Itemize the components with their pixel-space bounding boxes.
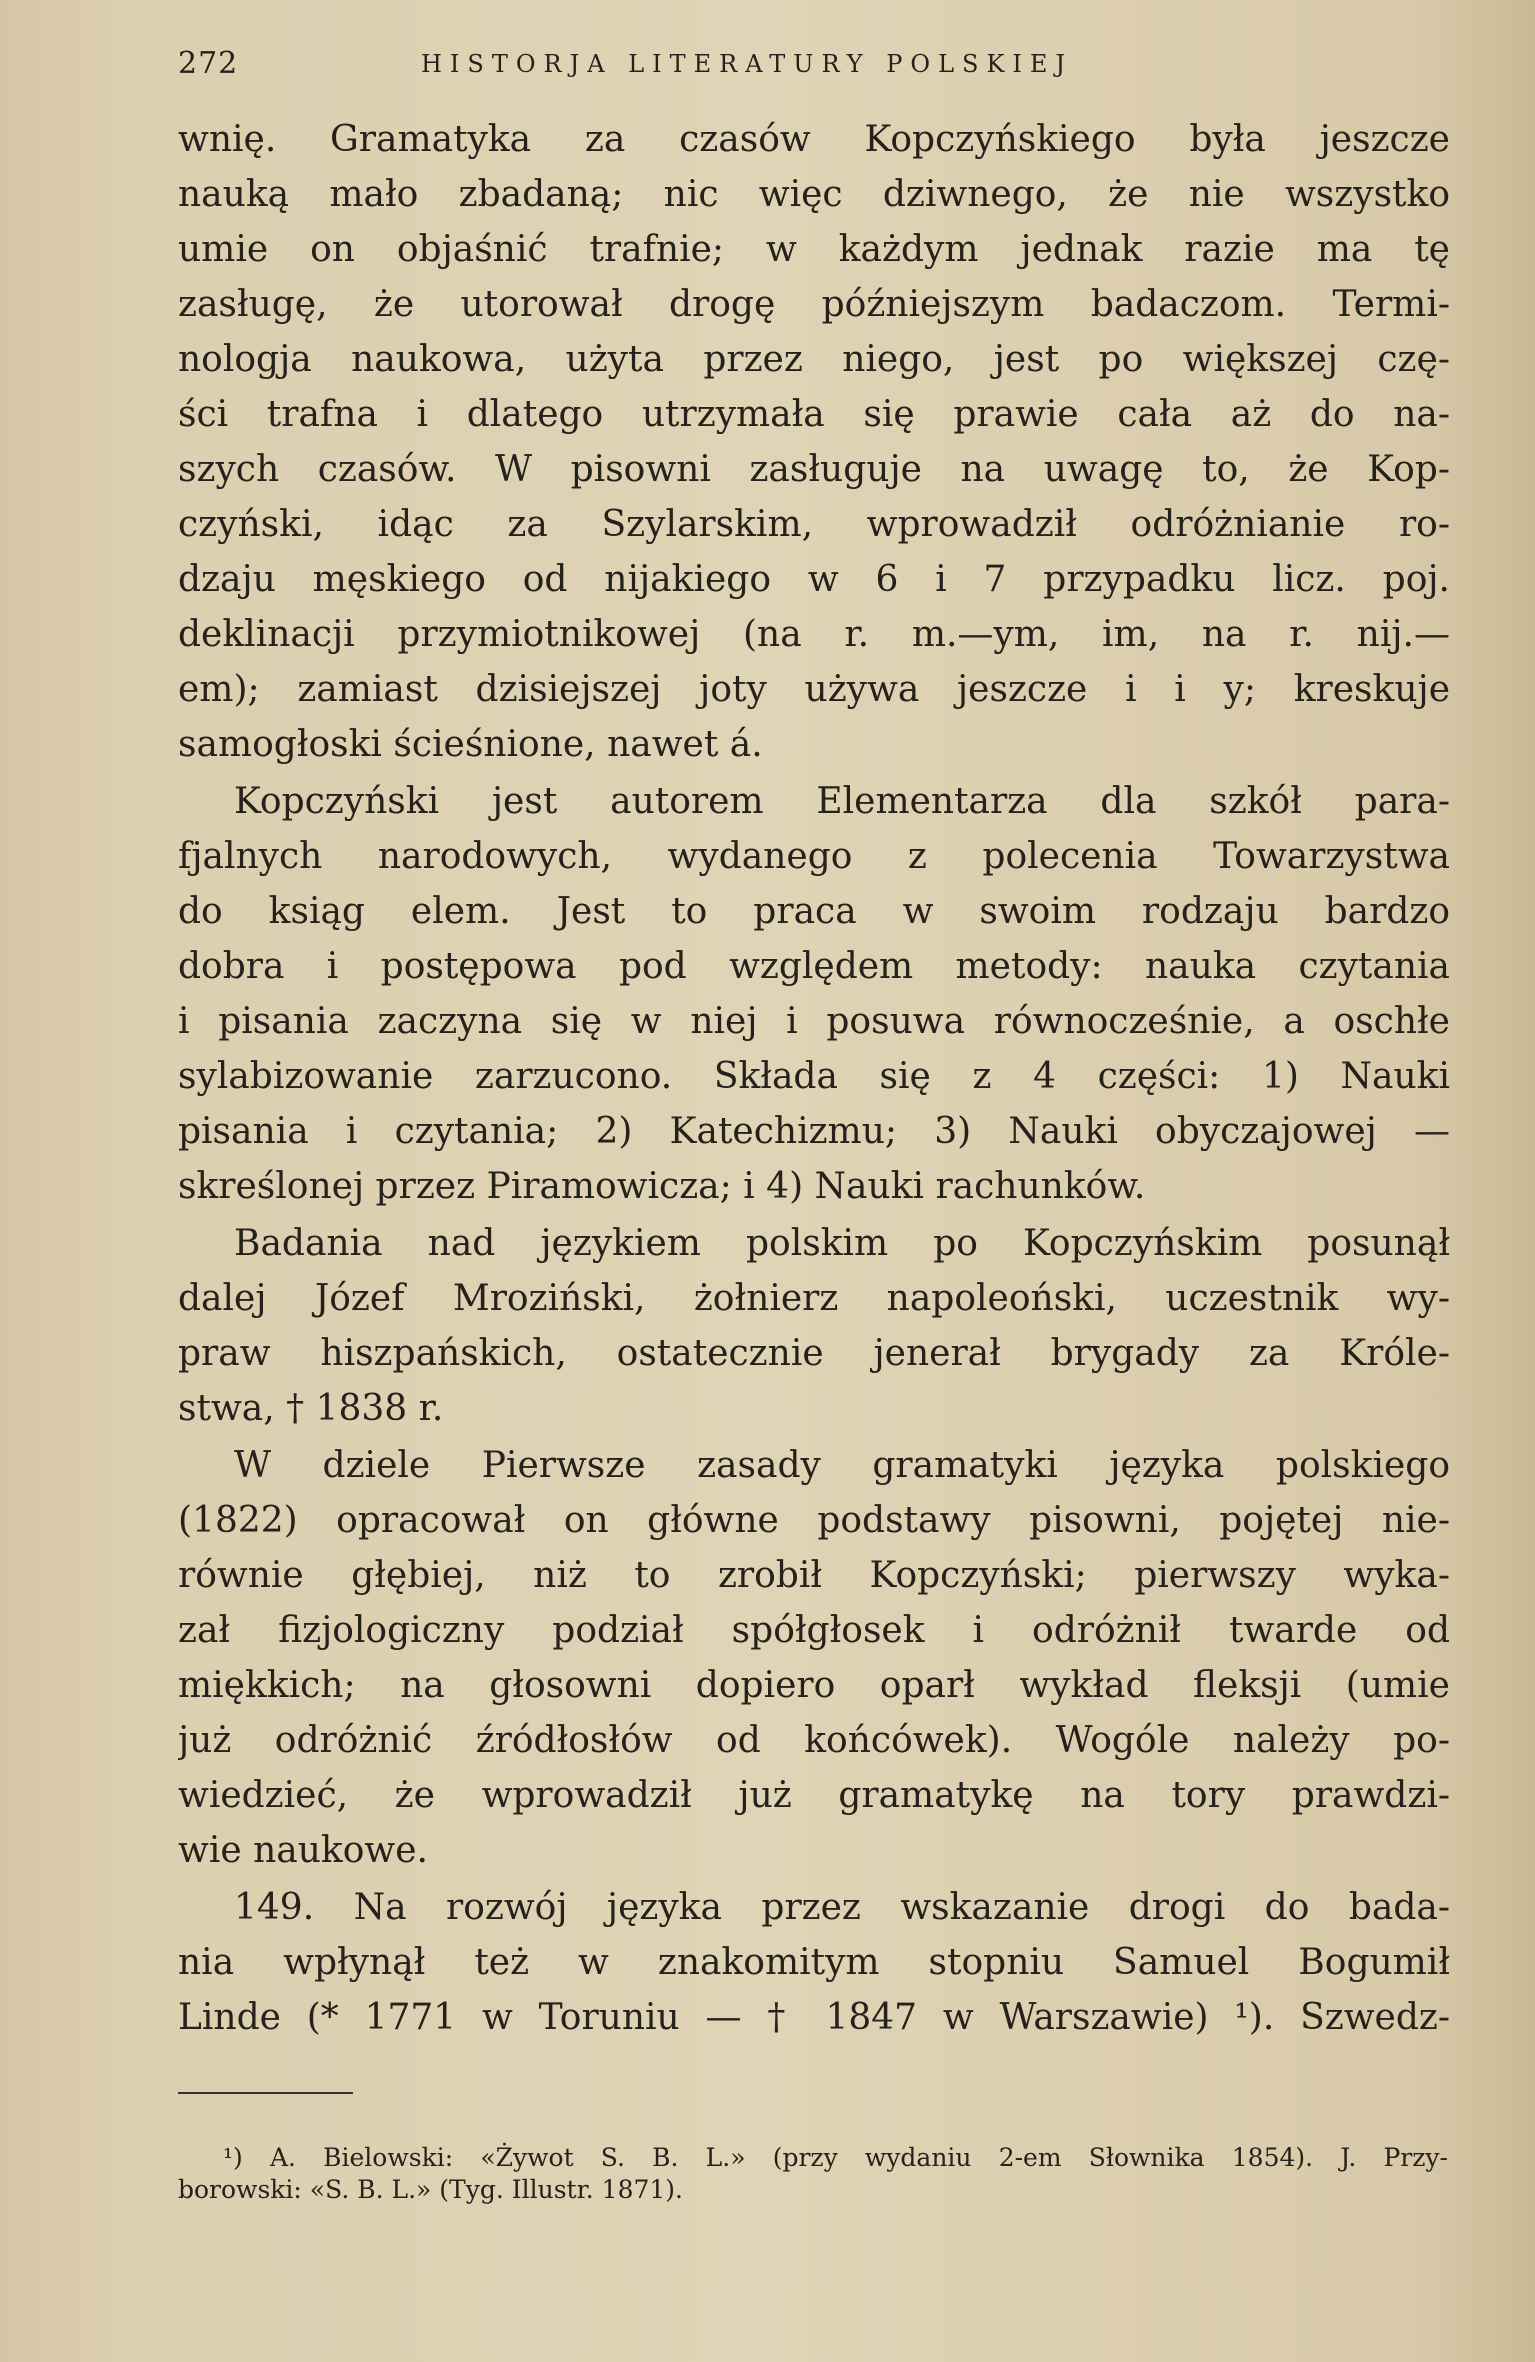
text-line: skreślonej przez Piramowicza; i 4) Nauki rachunków. [178,1166,1146,1207]
text-line: już odróżnić źródłosłów od końcówek). Wogóle należy po- [178,1720,1450,1761]
text-line: nauką mało zbadaną; nic więc dziwnego, że nie wszystko [178,174,1450,215]
text-line: Badania nad językiem polskim po Kopczyńskim posunął [234,1223,1450,1264]
text-line: i pisania zaczyna się w niej i posuwa równocześnie, a oschłe [178,1001,1450,1042]
body-text [178,112,1450,2047]
text-line: nia wpłynął też w znakomitym stopniu Samuel Bogumił [178,1942,1450,1983]
text-line: samogłoski ścieśnione, nawet á. [178,724,763,765]
text-line: 149. Na rozwój języka przez wskazanie drogi do bada- [234,1887,1450,1928]
text-line: nologja naukowa, użyta przez niego, jest po większej czę- [178,339,1450,380]
text-line: W dziele Pierwsze zasady gramatyki języka polskiego [234,1445,1450,1486]
text-line: Kopczyński jest autorem Elementarza dla szkół para- [234,781,1450,822]
text-line: wiedzieć, że wprowadził już gramatykę na tory prawdzi- [178,1775,1450,1816]
text-line: równie głębiej, niż to zrobił Kopczyński; pierwszy wyka- [178,1555,1450,1596]
paragraph-5 [178,1880,1450,2045]
text-line: deklinacji przymiotnikowej (na r. m.—ym, im, na r. nij.— [178,614,1450,655]
text-line: em); zamiast dzisiejszej joty używa jeszcze i i y; kreskuje [178,669,1450,710]
text-line: czyński, idąc za Szylarskim, wprowadził odróżnianie ro- [178,504,1450,545]
text-line: wnię. Gramatyka za czasów Kopczyńskiego była jeszcze [178,119,1450,160]
footnote-line: borowski: «S. B. L.» (Tyg. Illustr. 1871). [178,2175,683,2204]
text-line: umie on objaśnić trafnie; w każdym jednak razie ma tę [178,229,1450,270]
text-line: zał fizjologiczny podział spółgłosek i odróżnił twarde od [178,1610,1450,1651]
text-line: Linde (* 1771 w Toruniu — † 1847 w Warszawie) ¹). Szwedz- [178,1997,1450,2038]
paragraph-1 [178,112,1450,772]
running-title: HISTORJA LITERATURY POLSKIEJ [421,50,1074,78]
text-line: stwa, † 1838 r. [178,1388,444,1429]
paragraph-4 [178,1438,1450,1878]
text-line: do ksiąg elem. Jest to praca w swoim rodzaju bardzo [178,891,1450,932]
footnote-rule [178,2092,353,2094]
text-line: dzaju męskiego od nijakiego w 6 i 7 przypadku licz. poj. [178,559,1450,600]
text-line: wie naukowe. [178,1830,428,1871]
text-line: fjalnych narodowych, wydanego z polecenia Towarzystwa [178,836,1450,877]
text-line: szych czasów. W pisowni zasługuje na uwagę to, że Kop- [178,449,1450,490]
paragraph-2 [178,774,1450,1214]
footnote [178,2142,1448,2206]
page-header [178,46,1448,96]
text-line: zasługę, że utorował drogę późniejszym badaczom. Termi- [178,284,1450,325]
text-line: ści trafna i dlatego utrzymała się prawie cała aż do na- [178,394,1450,435]
text-line: pisania i czytania; 2) Katechizmu; 3) Nauki obyczajowej — [178,1111,1450,1152]
page-number: 272 [178,46,239,81]
text-line: dobra i postępowa pod względem metody: nauka czytania [178,946,1450,987]
text-line: praw hiszpańskich, ostatecznie jenerał brygady za Króle- [178,1333,1450,1374]
paragraph-3 [178,1216,1450,1436]
text-line: sylabizowanie zarzucono. Składa się z 4 części: 1) Nauki [178,1056,1450,1097]
text-line: (1822) opracował on główne podstawy pisowni, pojętej nie- [178,1500,1450,1541]
text-line: dalej Józef Mroziński, żołnierz napoleoński, uczestnik wy- [178,1278,1450,1319]
text-line: miękkich; na głosowni dopiero oparł wykład fleksji (umie [178,1665,1450,1706]
footnote-line: ¹) A. Bielowski: «Żywot S. B. L.» (przy wydaniu 2-em Słownika 1854). J. Przy- [223,2143,1448,2172]
